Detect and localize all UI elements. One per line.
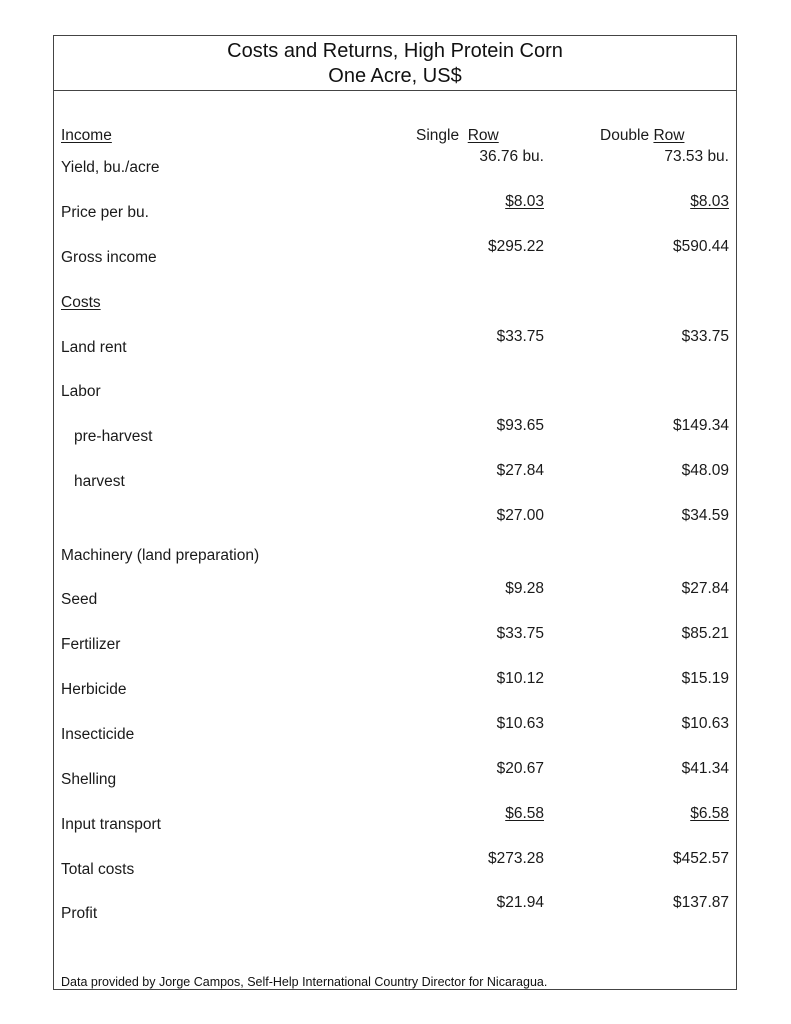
- row-label-land-rent: Land rent: [61, 339, 127, 356]
- row-label-price: Price per bu.: [61, 204, 149, 221]
- row-label-total-costs: Total costs: [61, 861, 135, 878]
- footnote: Data provided by Jorge Campos, Self-Help International Country Director for Nicaragua.: [61, 975, 548, 989]
- cell-profit-single: $21.94: [496, 894, 544, 911]
- cell-insecticide-double: $10.63: [681, 715, 729, 732]
- cell-shelling-double: $41.34: [681, 760, 729, 777]
- cell-yield-double: 73.53 bu.: [664, 148, 729, 165]
- cell-seed-single: $9.28: [505, 580, 544, 597]
- row-label-pre-harvest: pre-harvest: [74, 428, 153, 445]
- cell-fertilizer-double: $85.21: [681, 625, 729, 642]
- row-label-gross-income: Gross income: [61, 249, 157, 266]
- cell-unlabeled-double: $34.59: [681, 507, 729, 524]
- cell-seed-double: $27.84: [681, 580, 729, 597]
- cell-herbicide-single: $10.12: [496, 670, 544, 687]
- header-divider: [53, 90, 737, 91]
- column-header-single-row-word: Row: [467, 127, 499, 144]
- cell-shelling-single: $20.67: [496, 760, 544, 777]
- cell-pre-harvest-single: $93.65: [496, 417, 544, 434]
- cell-total-costs-double: $452.57: [672, 850, 729, 867]
- cell-unlabeled-single: $27.00: [496, 507, 544, 524]
- row-label-seed: Seed: [61, 591, 98, 608]
- cell-gross-income-double: $590.44: [672, 238, 729, 255]
- row-label-labor: Labor: [61, 383, 101, 400]
- cell-price-double-value: $8.03: [690, 193, 729, 210]
- cell-input-transport-double-value: $6.58: [690, 805, 729, 822]
- cell-herbicide-double: $15.19: [681, 670, 729, 687]
- column-header-single-row: [416, 126, 499, 146]
- row-label-fertilizer: Fertilizer: [61, 636, 121, 653]
- row-label-profit: Profit: [61, 905, 98, 922]
- document-title: Costs and Returns, High Protein Corn: [227, 40, 563, 62]
- cell-harvest-single: $27.84: [496, 462, 544, 479]
- cell-total-costs-single: $273.28: [487, 850, 544, 867]
- cell-input-transport-double: [579, 804, 729, 824]
- cell-land-rent-double: $33.75: [681, 328, 729, 345]
- cell-price-double: [579, 192, 729, 212]
- cell-price-single-value: $8.03: [505, 193, 544, 210]
- cell-profit-double: $137.87: [672, 894, 729, 911]
- row-label-herbicide: Herbicide: [61, 681, 127, 698]
- column-header-double-row-word: Row: [653, 127, 685, 144]
- cell-price-single: [394, 192, 544, 212]
- cell-harvest-double: $48.09: [681, 462, 729, 479]
- column-header-single-prefix: Single: [416, 127, 460, 144]
- column-header-double-row: [600, 126, 684, 146]
- cell-fertilizer-single: $33.75: [496, 625, 544, 642]
- row-label-shelling: Shelling: [61, 771, 117, 788]
- cell-gross-income-single: $295.22: [487, 238, 544, 255]
- cell-yield-single: 36.76 bu.: [479, 148, 544, 165]
- section-income-heading: Income: [61, 127, 112, 144]
- row-label-insecticide: Insecticide: [61, 726, 135, 743]
- cell-insecticide-single: $10.63: [496, 715, 544, 732]
- column-header-double-prefix: Double: [600, 127, 650, 144]
- row-label-machinery: Machinery (land preparation): [61, 547, 260, 564]
- row-label-input-transport: Input transport: [61, 816, 161, 833]
- cell-land-rent-single: $33.75: [496, 328, 544, 345]
- row-label-yield: Yield, bu./acre: [61, 159, 160, 176]
- cell-input-transport-single: [394, 804, 544, 824]
- cell-input-transport-single-value: $6.58: [505, 805, 544, 822]
- row-label-harvest: harvest: [74, 473, 125, 490]
- section-costs-heading: Costs: [61, 294, 101, 311]
- document-subtitle: One Acre, US$: [328, 65, 462, 87]
- cell-pre-harvest-double: $149.34: [672, 417, 729, 434]
